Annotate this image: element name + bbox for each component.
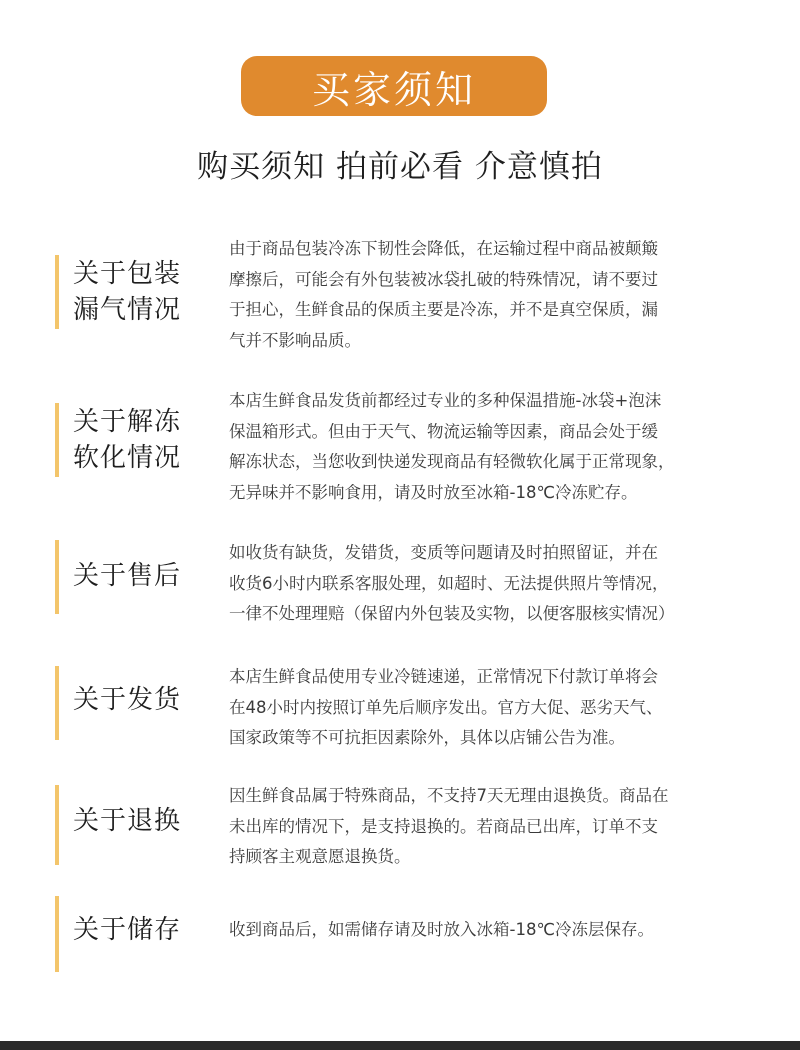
section-label (73, 803, 213, 839)
text-line: 于担心，生鲜食品的保质主要是冷冻，并不是真空保质，漏 (229, 300, 658, 319)
accent-bar (55, 896, 59, 972)
text-line: 在48小时内按照订单先后顺序发出。官方大促、恶劣天气、 (229, 697, 663, 717)
section-thaw-soften (55, 386, 755, 506)
text-line: 国家政策等不可抗拒因素除外，具体以店铺公告为准。 (229, 728, 625, 747)
accent-bar (55, 666, 59, 740)
accent-bar (55, 255, 59, 329)
text-line: 收到商品后，如需储存请及时放入冰箱-18℃冷冻层保存。 (229, 920, 654, 939)
section-text (229, 386, 735, 508)
text-line: 无异味并不影响食用，请及时放至冰箱-18℃冷冻贮存。 (229, 482, 638, 502)
footer-strip (0, 1041, 800, 1050)
banner-title: 买家须知 (311, 67, 476, 112)
label-line: 关于储存 (73, 915, 182, 945)
text-line: 摩擦后，可能会有外包装被冰袋扎破的特殊情况，请不要过 (229, 269, 658, 289)
label-line: 关于退换 (73, 806, 182, 836)
section-label (73, 404, 213, 476)
text-line: 如收货有缺货，发错货，变质等问题请及时拍照留证，并在 (229, 543, 658, 562)
section-text (229, 781, 735, 873)
section-label (73, 558, 213, 594)
label-line: 关于包装 (73, 259, 182, 289)
label-line: 关于售后 (73, 561, 182, 591)
label-line: 漏气情况 (73, 295, 182, 325)
accent-bar (55, 540, 59, 614)
section-label (73, 912, 213, 948)
text-line: 由于商品包装冷冻下韧性会降低，在运输过程中商品被颠簸 (229, 239, 658, 258)
text-line: 收货6小时内联系客服处理，如超时、无法提供照片等情况， (229, 573, 669, 593)
accent-bar (55, 403, 59, 477)
section-text (229, 662, 735, 754)
section-label (73, 256, 213, 328)
section-shipping (55, 662, 755, 752)
label-line: 关于解冻 (73, 407, 182, 437)
section-text (229, 538, 735, 630)
page-subtitle: 购买须知 拍前必看 介意慎拍 (197, 149, 603, 185)
text-line: 持顾客主观意愿退换货。 (229, 847, 411, 866)
text-line: 一律不处理理赔（保留内外包装及实物，以便客服核实情况） (229, 604, 675, 623)
section-packaging-leak (55, 238, 755, 358)
text-line: 保温箱形式。但由于天气、物流运输等因素，商品会处于缓 (229, 421, 658, 441)
text-line: 未出库的情况下，是支持退换的。若商品已出库，订单不支 (229, 816, 658, 836)
accent-bar (55, 785, 59, 865)
section-storage (55, 894, 755, 974)
section-after-sales (55, 538, 755, 628)
text-line: 气并不影响品质。 (229, 330, 361, 350)
section-return-exchange (55, 781, 755, 871)
text-line: 本店生鲜食品使用专业冷链速递，正常情况下付款订单将会 (229, 667, 658, 686)
text-line: 因生鲜食品属于特殊商品，不支持7天无理由退换货。商品在 (229, 786, 669, 805)
title-banner (241, 56, 547, 116)
section-text (229, 915, 735, 946)
section-label (73, 682, 213, 718)
text-line: 解冻状态，当您收到快递发现商品有轻微软化属于正常现象， (229, 452, 675, 471)
section-text (229, 234, 735, 356)
label-line: 关于发货 (73, 685, 182, 715)
text-line: 本店生鲜食品发货前都经过专业的多种保温措施-冰袋+泡沫 (229, 391, 662, 410)
label-line: 软化情况 (73, 443, 182, 473)
